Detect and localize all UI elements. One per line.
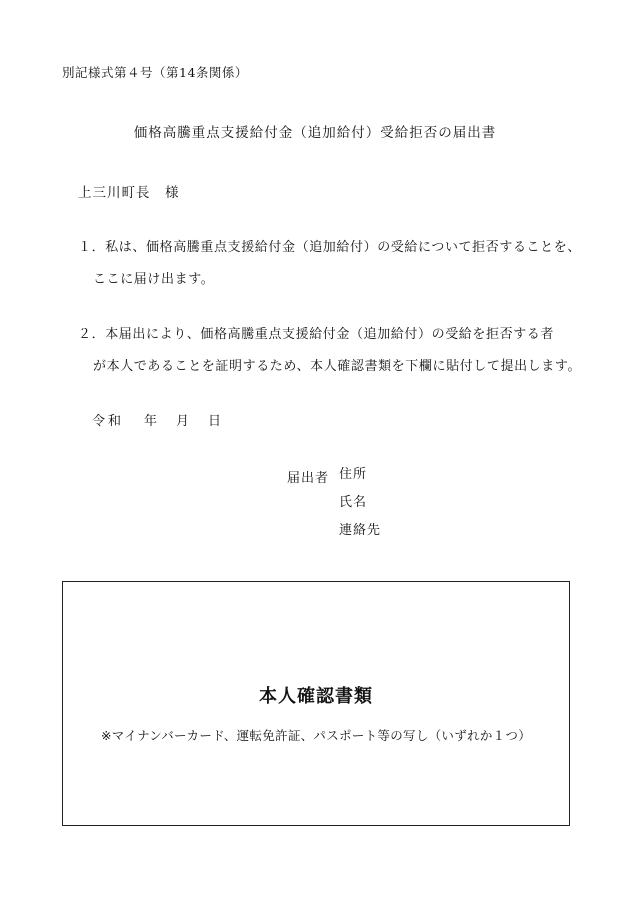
date-day-label: 日 — [208, 414, 222, 429]
date-year-label: 年 — [144, 414, 158, 429]
document-title: 価格高騰重点支援給付金（追加給付）受給拒否の届出書 — [133, 125, 497, 141]
item-1-line-1: １．私は、価格高騰重点支援給付金（追加給付）の受給について拒否することを、 — [78, 240, 581, 255]
date-month-label: 月 — [176, 414, 190, 429]
date-era: 令和 — [92, 414, 125, 429]
id-document-title: 本人確認書類 — [259, 686, 373, 707]
item-2-line-1: ２．本届出により、価格高騰重点支援給付金（追加給付）の受給を拒否する者 — [78, 327, 555, 342]
filer-fields — [339, 467, 381, 551]
id-document-box — [62, 581, 570, 826]
address-label: 住所 — [339, 467, 368, 482]
name-label: 氏名 — [339, 495, 368, 510]
item-1-line-2: ここに届け出ます。 — [93, 272, 215, 287]
id-document-note: ※マイナンバーカード、運転免許証、パスポート等の写し（いずれか１つ） — [100, 728, 532, 743]
item-2-line-2: が本人であることを証明するため、本人確認書類を下欄に貼付して提出します。 — [93, 359, 582, 374]
contact-label: 連絡先 — [339, 523, 382, 538]
date-line — [92, 410, 240, 429]
filer-label: 届出者 — [287, 471, 330, 486]
form-number: 別記様式第４号（第14条関係） — [62, 65, 248, 80]
addressee: 上三川町長 様 — [78, 185, 180, 201]
